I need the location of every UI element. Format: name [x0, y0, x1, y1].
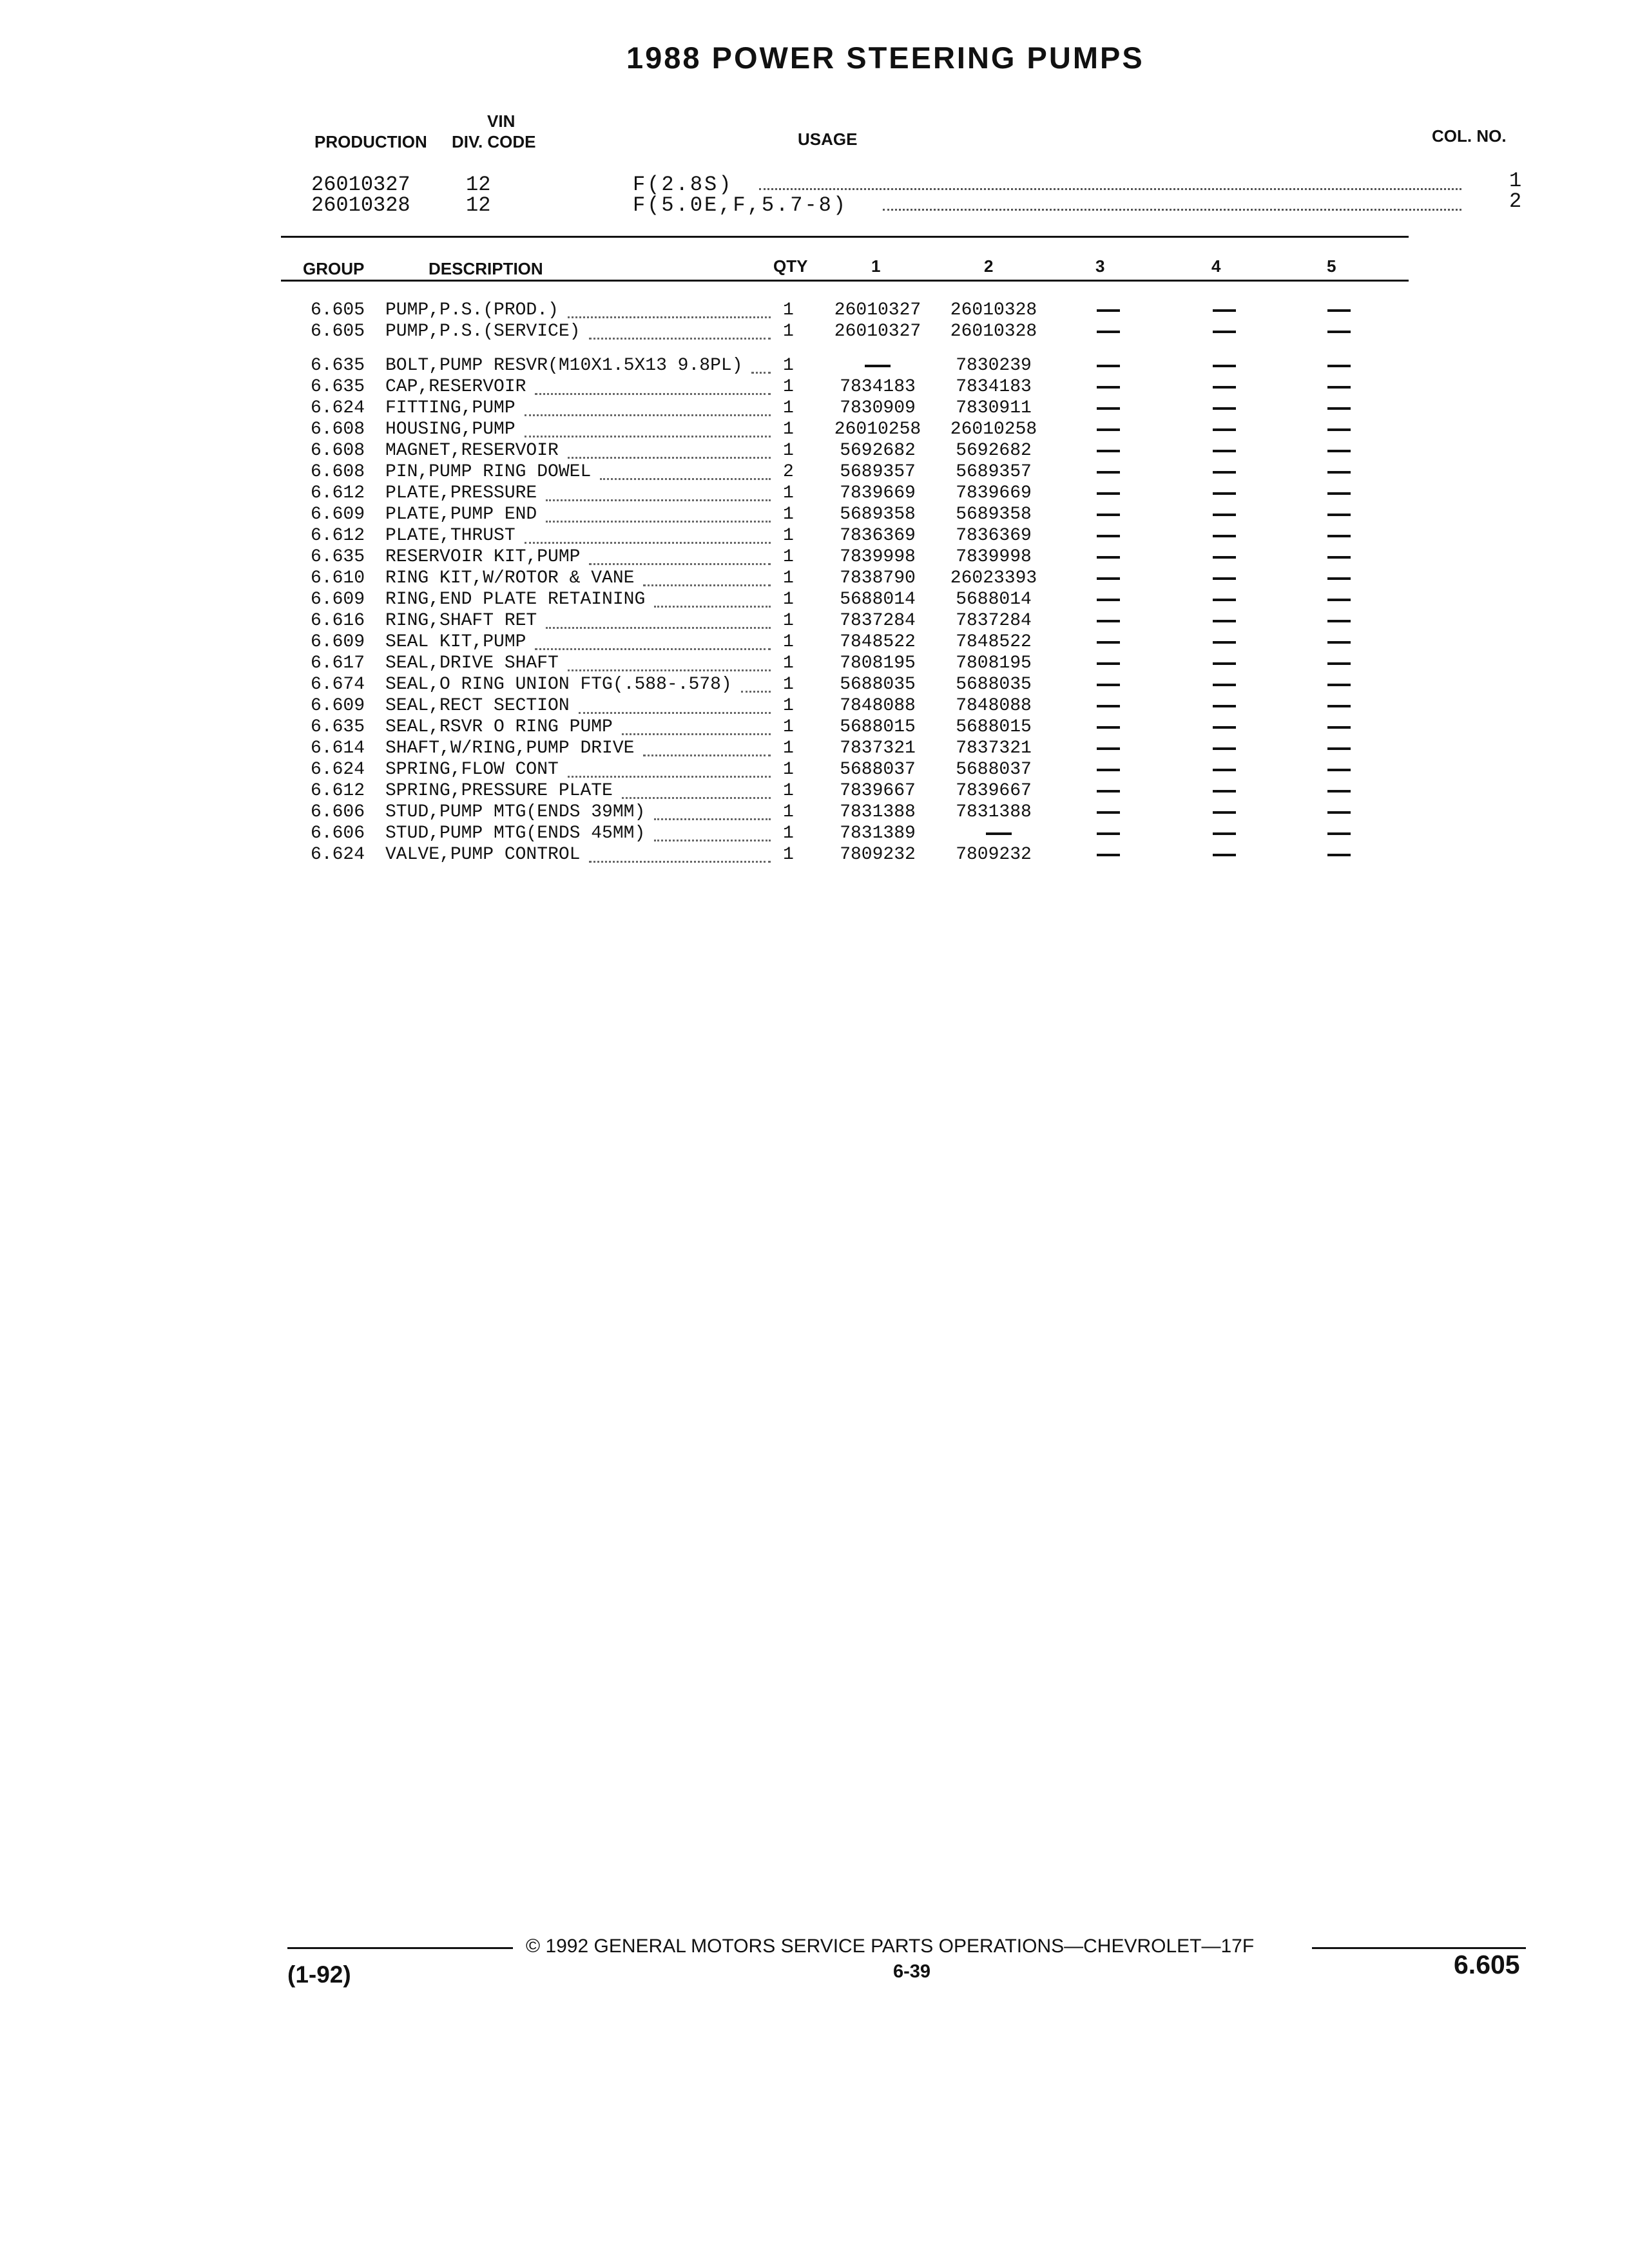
- not-applicable-dash: [1327, 309, 1351, 312]
- table-top-rule: [281, 236, 1409, 238]
- part-description: PUMP,P.S.(PROD.): [385, 300, 559, 320]
- group-code: 6.609: [310, 696, 365, 716]
- table-row: [0, 377, 1629, 398]
- col-number: 1: [1509, 169, 1522, 193]
- not-applicable-dash: [1213, 428, 1236, 431]
- not-applicable-dash: [1213, 471, 1236, 474]
- part-description: SEAL,O RING UNION FTG(.588-.578): [385, 675, 732, 695]
- group-code: 6.605: [310, 300, 365, 320]
- col-2-part-number: 5688015: [956, 717, 1032, 737]
- part-description: SEAL,RECT SECTION: [385, 696, 570, 716]
- not-applicable-dash: [1097, 556, 1120, 559]
- quantity: 1: [783, 675, 794, 695]
- leader-dots: [579, 712, 771, 714]
- col-1-part-number: 7836369: [840, 526, 916, 546]
- part-description: RING KIT,W/ROTOR & VANE: [385, 568, 635, 588]
- table-row: [0, 526, 1629, 547]
- not-applicable-dash: [1097, 450, 1120, 452]
- col-1-part-number: 7838790: [840, 568, 916, 588]
- col-2-part-number: 7830911: [956, 398, 1032, 418]
- col-number: 2: [1509, 189, 1522, 213]
- col-2-part-number: 26023393: [950, 568, 1037, 588]
- group-code: 6.624: [310, 398, 365, 418]
- table-row: [0, 802, 1629, 823]
- group-code: 6.609: [310, 590, 365, 610]
- col-4-header: 4: [1211, 256, 1221, 276]
- not-applicable-dash: [1327, 599, 1351, 601]
- part-description: STUD,PUMP MTG(ENDS 45MM): [385, 823, 646, 843]
- leader-dots: [589, 338, 771, 340]
- leader-dots: [654, 818, 771, 820]
- leader-dots: [654, 606, 771, 608]
- part-description: SEAL,DRIVE SHAFT: [385, 653, 559, 673]
- part-description: HOUSING,PUMP: [385, 419, 516, 439]
- group-code: 6.635: [310, 377, 365, 397]
- table-row: [0, 300, 1629, 322]
- not-applicable-dash: [1097, 331, 1120, 333]
- not-applicable-dash: [1097, 471, 1120, 474]
- not-applicable-dash: [1097, 854, 1120, 856]
- col-2-part-number: 7808195: [956, 653, 1032, 673]
- group-code: 6.606: [310, 802, 365, 822]
- not-applicable-dash: [1097, 790, 1120, 793]
- leader-dots: [525, 436, 771, 437]
- leader-dots: [525, 414, 771, 416]
- not-applicable-dash: [1097, 662, 1120, 665]
- not-applicable-dash: [1097, 365, 1120, 367]
- group-code: 6.614: [310, 738, 365, 758]
- col-2-header: 2: [984, 256, 994, 276]
- quantity: 1: [783, 441, 794, 461]
- not-applicable-dash: [1097, 599, 1120, 601]
- col-2-part-number: 7837321: [956, 738, 1032, 758]
- not-applicable-dash: [1213, 832, 1236, 835]
- not-applicable-dash: [1327, 684, 1351, 686]
- col-2-part-number: 7836369: [956, 526, 1032, 546]
- group-code: 6.608: [310, 419, 365, 439]
- footer-rule-left: [287, 1947, 513, 1949]
- leader-dots: [759, 188, 1461, 190]
- col-1-part-number: 7831389: [840, 823, 916, 843]
- quantity: 1: [783, 322, 794, 341]
- quantity: 1: [783, 611, 794, 631]
- leader-dots: [741, 691, 771, 693]
- quantity: 1: [783, 505, 794, 524]
- not-applicable-dash: [1327, 556, 1351, 559]
- not-applicable-dash: [1213, 747, 1236, 750]
- col-1-part-number: 7839998: [840, 547, 916, 567]
- leader-dots: [600, 478, 771, 480]
- quantity: 1: [783, 356, 794, 376]
- table-row: [0, 845, 1629, 866]
- quantity: 1: [783, 590, 794, 610]
- not-applicable-dash: [1213, 854, 1236, 856]
- revision-date: (1-92): [287, 1961, 351, 1988]
- not-applicable-dash: [1327, 726, 1351, 729]
- quantity: 1: [783, 377, 794, 397]
- col-1-part-number: 5688015: [840, 717, 916, 737]
- col-2-part-number: 7834183: [956, 377, 1032, 397]
- part-description: SEAL KIT,PUMP: [385, 632, 526, 652]
- not-applicable-dash: [1213, 684, 1236, 686]
- not-applicable-dash: [1213, 641, 1236, 644]
- col-1-part-number: 5688037: [840, 760, 916, 780]
- group-code: 6.606: [310, 823, 365, 843]
- table-row: [0, 696, 1629, 717]
- table-row: [0, 462, 1629, 483]
- not-applicable-dash: [1213, 599, 1236, 601]
- page-title: 1988 POWER STEERING PUMPS: [626, 41, 1144, 75]
- leader-dots: [546, 499, 771, 501]
- production-header: PRODUCTION: [314, 132, 427, 151]
- col-1-part-number: 7837284: [840, 611, 916, 631]
- quantity: 1: [783, 760, 794, 780]
- col-2-part-number: 7839669: [956, 483, 1032, 503]
- col-1-part-number: 7837321: [840, 738, 916, 758]
- quantity: 1: [783, 547, 794, 567]
- not-applicable-dash: [1213, 309, 1236, 312]
- quantity: 1: [783, 802, 794, 822]
- col-2-part-number: 26010328: [950, 300, 1037, 320]
- div-code: 12: [466, 193, 491, 217]
- col-2-part-number: 5688035: [956, 675, 1032, 695]
- quantity: 1: [783, 696, 794, 716]
- not-applicable-dash: [1213, 577, 1236, 580]
- vin-header: VIN: [487, 111, 516, 131]
- col-2-part-number: 7839667: [956, 781, 1032, 801]
- group-code: 6.674: [310, 675, 365, 695]
- group-code: 6.624: [310, 760, 365, 780]
- leader-dots: [643, 754, 771, 756]
- group-code: 6.608: [310, 462, 365, 482]
- quantity: 1: [783, 738, 794, 758]
- not-applicable-dash: [1097, 726, 1120, 729]
- leader-dots: [535, 393, 771, 395]
- quantity: 1: [783, 781, 794, 801]
- not-applicable-dash: [1213, 365, 1236, 367]
- not-applicable-dash: [1327, 769, 1351, 771]
- not-applicable-dash: [1097, 684, 1120, 686]
- not-applicable-dash: [1327, 471, 1351, 474]
- table-row: [0, 322, 1629, 343]
- not-applicable-dash: [1097, 535, 1120, 537]
- table-row: [0, 419, 1629, 441]
- quantity: 1: [783, 300, 794, 320]
- leader-dots: [589, 563, 771, 565]
- leader-dots: [568, 669, 771, 671]
- col-2-part-number: 26010328: [950, 322, 1037, 341]
- col-2-part-number: 7848522: [956, 632, 1032, 652]
- production-number: 26010328: [311, 193, 410, 217]
- part-description: SHAFT,W/RING,PUMP DRIVE: [385, 738, 635, 758]
- not-applicable-dash: [1097, 747, 1120, 750]
- table-row: [0, 356, 1629, 377]
- col-1-part-number: 7834183: [840, 377, 916, 397]
- not-applicable-dash: [1097, 428, 1120, 431]
- col-1-part-number: 26010327: [834, 322, 921, 341]
- group-code: 6.616: [310, 611, 365, 631]
- not-applicable-dash: [1097, 386, 1120, 389]
- quantity: 1: [783, 568, 794, 588]
- not-applicable-dash: [1327, 832, 1351, 835]
- table-row: [0, 632, 1629, 653]
- table-row: [0, 568, 1629, 590]
- part-description: VALVE,PUMP CONTROL: [385, 845, 581, 865]
- not-applicable-dash: [1327, 535, 1351, 537]
- not-applicable-dash: [1327, 428, 1351, 431]
- col-1-part-number: 5689357: [840, 462, 916, 482]
- part-description: FITTING,PUMP: [385, 398, 516, 418]
- leader-dots: [568, 776, 771, 778]
- table-row: [0, 675, 1629, 696]
- copyright-line: © 1992 GENERAL MOTORS SERVICE PARTS OPERATIONS—CHEVROLET—17F: [526, 1936, 1255, 1957]
- not-applicable-dash: [1097, 641, 1120, 644]
- table-row: [0, 547, 1629, 568]
- not-applicable-dash: [1327, 577, 1351, 580]
- group-code: 6.617: [310, 653, 365, 673]
- page-number: 6-39: [893, 1961, 931, 1982]
- not-applicable-dash: [986, 832, 1012, 835]
- leader-dots: [589, 861, 771, 863]
- group-code: 6.605: [310, 322, 365, 341]
- group-code: 6.609: [310, 505, 365, 524]
- group-code: 6.608: [310, 441, 365, 461]
- not-applicable-dash: [1097, 577, 1120, 580]
- not-applicable-dash: [1213, 407, 1236, 410]
- not-applicable-dash: [1097, 309, 1120, 312]
- quantity: 1: [783, 653, 794, 673]
- not-applicable-dash: [1213, 331, 1236, 333]
- not-applicable-dash: [1213, 492, 1236, 495]
- table-row: [0, 738, 1629, 760]
- col-2-part-number: 26010258: [950, 419, 1037, 439]
- quantity: 1: [783, 823, 794, 843]
- part-description: RING,SHAFT RET: [385, 611, 537, 631]
- not-applicable-dash: [1327, 331, 1351, 333]
- quantity: 1: [783, 845, 794, 865]
- usage-text: F(5.0E,F,5.7-8): [633, 193, 848, 217]
- not-applicable-dash: [1213, 811, 1236, 814]
- leader-dots: [622, 733, 771, 735]
- col-3-header: 3: [1095, 256, 1105, 276]
- col-1-part-number: 26010258: [834, 419, 921, 439]
- not-applicable-dash: [1327, 620, 1351, 622]
- part-description: SPRING,FLOW CONT: [385, 760, 559, 780]
- group-code: 6.635: [310, 356, 365, 376]
- leader-dots: [525, 542, 771, 544]
- col-2-part-number: 7831388: [956, 802, 1032, 822]
- table-row: [0, 653, 1629, 675]
- not-applicable-dash: [1327, 705, 1351, 707]
- table-header-rule: [281, 280, 1409, 282]
- not-applicable-dash: [1327, 514, 1351, 516]
- col-1-header: 1: [871, 256, 881, 276]
- group-code: 6.612: [310, 781, 365, 801]
- part-description: RESERVOIR KIT,PUMP: [385, 547, 581, 567]
- quantity: 2: [783, 462, 794, 482]
- not-applicable-dash: [1327, 811, 1351, 814]
- not-applicable-dash: [1327, 790, 1351, 793]
- not-applicable-dash: [1213, 790, 1236, 793]
- table-row: [0, 441, 1629, 462]
- part-description: PLATE,PUMP END: [385, 505, 537, 524]
- part-description: PUMP,P.S.(SERVICE): [385, 322, 581, 341]
- not-applicable-dash: [1213, 726, 1236, 729]
- quantity: 1: [783, 419, 794, 439]
- not-applicable-dash: [1327, 854, 1351, 856]
- not-applicable-dash: [1097, 620, 1120, 622]
- group-code: 6.609: [310, 632, 365, 652]
- not-applicable-dash: [1327, 662, 1351, 665]
- table-row: [0, 760, 1629, 781]
- col-1-part-number: 7848088: [840, 696, 916, 716]
- col-2-part-number: 7809232: [956, 845, 1032, 865]
- group-code: 6.635: [310, 717, 365, 737]
- col-1-part-number: 5689358: [840, 505, 916, 524]
- not-applicable-dash: [1327, 747, 1351, 750]
- not-applicable-dash: [1213, 705, 1236, 707]
- col-2-part-number: 7839998: [956, 547, 1032, 567]
- part-description: MAGNET,RESERVOIR: [385, 441, 559, 461]
- leader-dots: [568, 457, 771, 459]
- not-applicable-dash: [1097, 769, 1120, 771]
- not-applicable-dash: [1097, 407, 1120, 410]
- col-1-part-number: 7808195: [840, 653, 916, 673]
- col-2-part-number: 7848088: [956, 696, 1032, 716]
- col-1-part-number: 7831388: [840, 802, 916, 822]
- not-applicable-dash: [1327, 450, 1351, 452]
- part-description: PIN,PUMP RING DOWEL: [385, 462, 592, 482]
- description-column-header: DESCRIPTION: [429, 259, 543, 278]
- quantity: 1: [783, 717, 794, 737]
- not-applicable-dash: [1213, 514, 1236, 516]
- not-applicable-dash: [1213, 620, 1236, 622]
- not-applicable-dash: [865, 365, 891, 367]
- not-applicable-dash: [1097, 811, 1120, 814]
- part-description: RING,END PLATE RETAINING: [385, 590, 646, 610]
- not-applicable-dash: [1097, 514, 1120, 516]
- leader-dots: [751, 372, 771, 374]
- table-row: [0, 398, 1629, 419]
- table-row: [0, 781, 1629, 802]
- group-column-header: GROUP: [303, 259, 365, 278]
- leader-dots: [568, 316, 771, 318]
- not-applicable-dash: [1213, 535, 1236, 537]
- col-2-part-number: 7830239: [956, 356, 1032, 376]
- not-applicable-dash: [1213, 769, 1236, 771]
- not-applicable-dash: [1213, 386, 1236, 389]
- group-code: 6.612: [310, 483, 365, 503]
- part-description: BOLT,PUMP RESVR(M10X1.5X13 9.8PL): [385, 356, 743, 376]
- not-applicable-dash: [1097, 705, 1120, 707]
- part-description: SPRING,PRESSURE PLATE: [385, 781, 613, 801]
- table-row: [0, 483, 1629, 505]
- part-description: SEAL,RSVR O RING PUMP: [385, 717, 613, 737]
- col-2-part-number: 5688014: [956, 590, 1032, 610]
- not-applicable-dash: [1327, 407, 1351, 410]
- not-applicable-dash: [1097, 832, 1120, 835]
- part-description: CAP,RESERVOIR: [385, 377, 526, 397]
- usage-text: F(2.8S): [633, 173, 733, 197]
- col-1-part-number: 5688014: [840, 590, 916, 610]
- col-2-part-number: 5689357: [956, 462, 1032, 482]
- div-code-header: DIV. CODE: [452, 132, 536, 151]
- col-1-part-number: 7839667: [840, 781, 916, 801]
- quantity: 1: [783, 526, 794, 546]
- col-no-header: COL. NO.: [1432, 126, 1507, 146]
- group-code: 6.612: [310, 526, 365, 546]
- leader-dots: [546, 521, 771, 523]
- leader-dots: [643, 584, 771, 586]
- col-1-part-number: 26010327: [834, 300, 921, 320]
- not-applicable-dash: [1213, 450, 1236, 452]
- col-2-part-number: 7837284: [956, 611, 1032, 631]
- quantity: 1: [783, 398, 794, 418]
- leader-dots: [883, 209, 1461, 211]
- quantity: 1: [783, 632, 794, 652]
- table-row: [0, 717, 1629, 738]
- table-row: [0, 505, 1629, 526]
- group-code: 6.624: [310, 845, 365, 865]
- usage-header: USAGE: [798, 130, 858, 149]
- not-applicable-dash: [1213, 556, 1236, 559]
- table-row: [0, 590, 1629, 611]
- leader-dots: [654, 840, 771, 841]
- not-applicable-dash: [1213, 662, 1236, 665]
- div-code: 12: [466, 173, 491, 197]
- group-code: 6.635: [310, 547, 365, 567]
- qty-column-header: QTY: [773, 256, 808, 276]
- not-applicable-dash: [1097, 492, 1120, 495]
- not-applicable-dash: [1327, 386, 1351, 389]
- col-2-part-number: 5689358: [956, 505, 1032, 524]
- col-2-part-number: 5692682: [956, 441, 1032, 461]
- section-number: 6.605: [1454, 1950, 1520, 1979]
- not-applicable-dash: [1327, 492, 1351, 495]
- not-applicable-dash: [1327, 365, 1351, 367]
- not-applicable-dash: [1327, 641, 1351, 644]
- col-1-part-number: 7839669: [840, 483, 916, 503]
- part-description: PLATE,THRUST: [385, 526, 516, 546]
- part-description: PLATE,PRESSURE: [385, 483, 537, 503]
- table-row: [0, 823, 1629, 845]
- col-1-part-number: 7809232: [840, 845, 916, 865]
- production-number: 26010327: [311, 173, 410, 197]
- col-5-header: 5: [1327, 256, 1336, 276]
- leader-dots: [622, 797, 771, 799]
- col-1-part-number: 7830909: [840, 398, 916, 418]
- footer-rule-right: [1312, 1947, 1526, 1949]
- leader-dots: [546, 627, 771, 629]
- col-2-part-number: 5688037: [956, 760, 1032, 780]
- col-1-part-number: 5688035: [840, 675, 916, 695]
- table-row: [0, 611, 1629, 632]
- col-1-part-number: 7848522: [840, 632, 916, 652]
- group-code: 6.610: [310, 568, 365, 588]
- quantity: 1: [783, 483, 794, 503]
- part-description: STUD,PUMP MTG(ENDS 39MM): [385, 802, 646, 822]
- leader-dots: [535, 648, 771, 650]
- col-1-part-number: 5692682: [840, 441, 916, 461]
